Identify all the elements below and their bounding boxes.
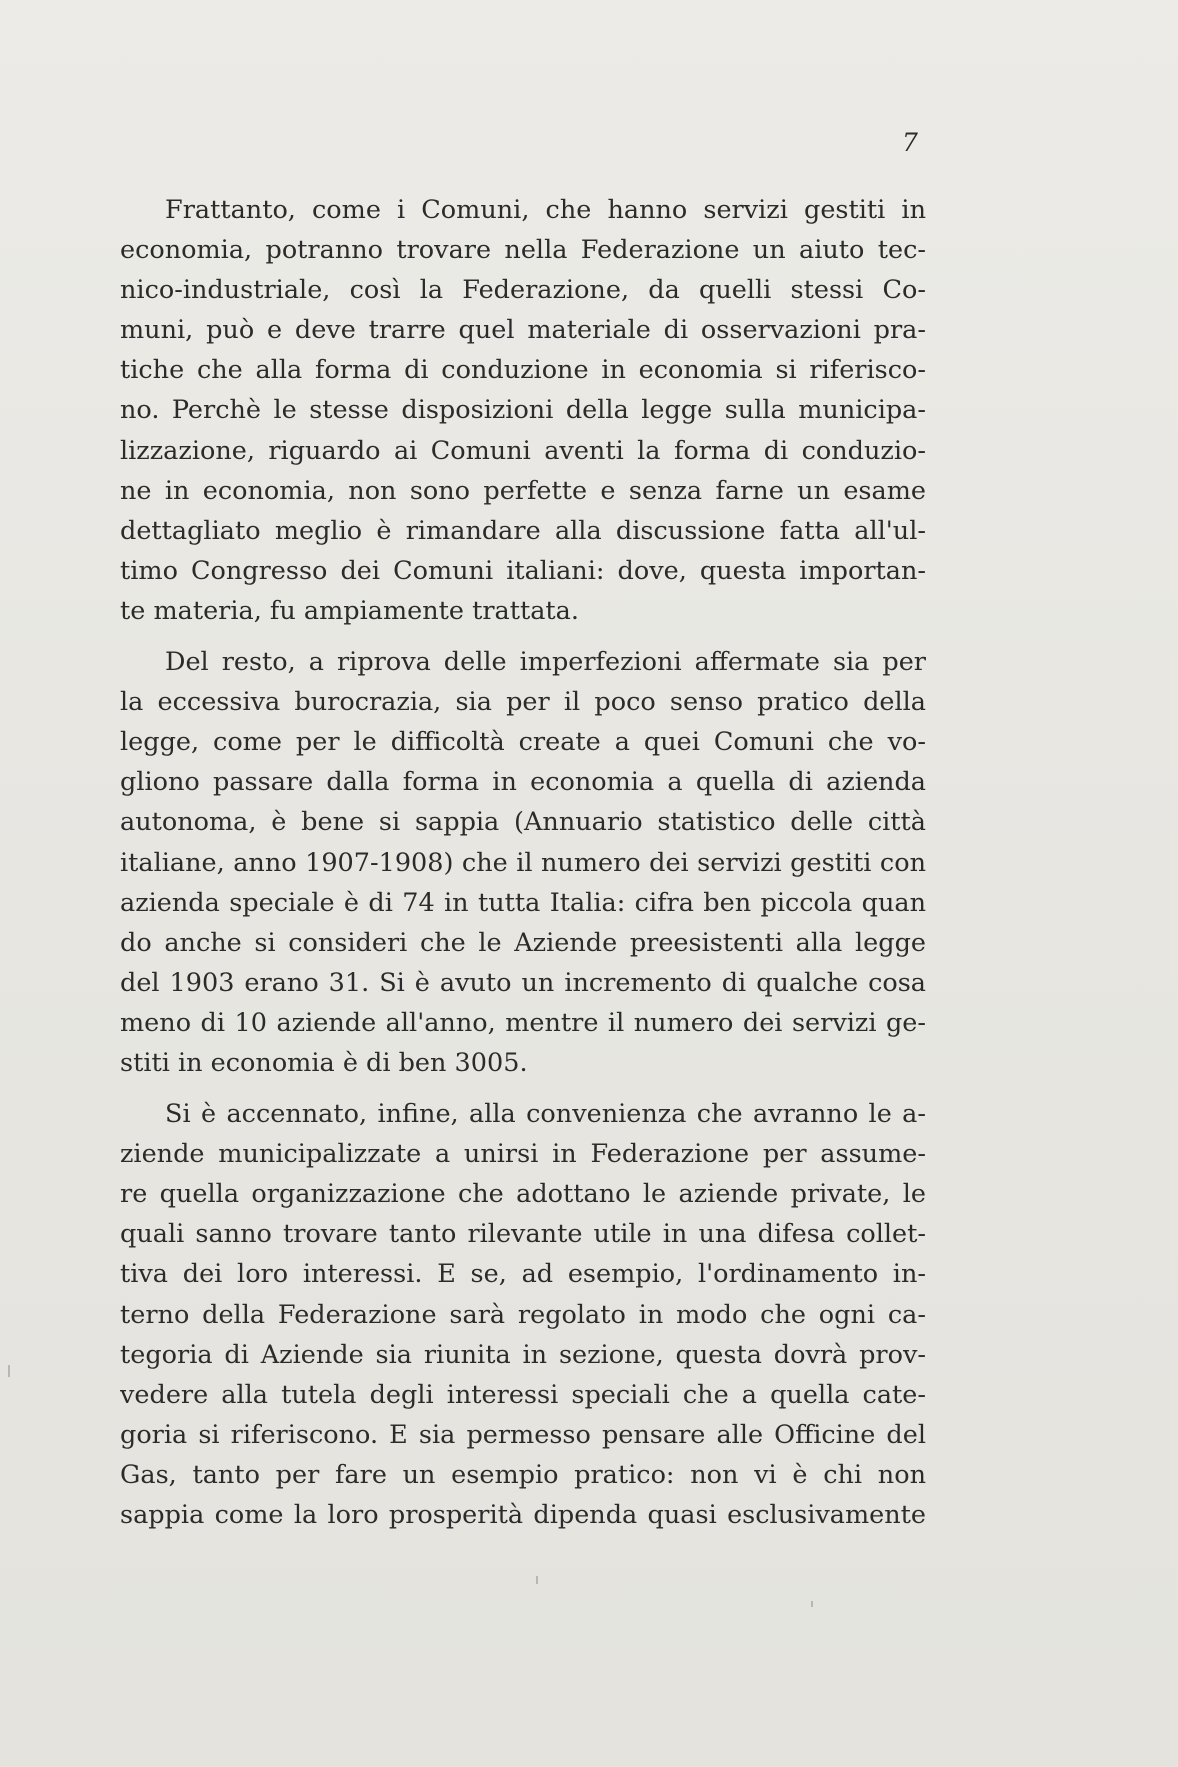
text-line: lizzazione, riguardo ai Comuni aventi la forma di conduzio- — [120, 435, 926, 466]
text-line: muni, può e deve trarre quel materiale di osservazioni pra- — [120, 315, 926, 346]
text-line: goria si riferiscono. E sia permesso pensare alle Officine del — [120, 1419, 926, 1450]
text-line: ne in economia, non sono perfette e senza farne un esame — [120, 475, 926, 506]
text-line: ziende municipalizzate a unirsi in Federazione per assume- — [120, 1139, 926, 1170]
text-line: quali sanno trovare tanto rilevante utile in una difesa collet- — [120, 1219, 926, 1250]
text-line: nico-industriale, così la Federazione, da quelli stessi Co- — [120, 275, 926, 306]
text-line: economia, potranno trovare nella Federazione un aiuto tec- — [120, 235, 926, 266]
text-line: sappia come la loro prosperità dipenda quasi esclusivamente — [120, 1500, 926, 1530]
text-line: vedere alla tutela degli interessi speciali che a quella cate- — [120, 1379, 926, 1410]
text-line: del 1903 erano 31. Si è avuto un incremento di qualche cosa — [120, 967, 926, 998]
text-line: Si è accennato, infine, alla convenienza che avranno le a- — [165, 1099, 926, 1130]
text-line: autonoma, è bene si sappia (Annuario statistico delle città — [120, 807, 926, 838]
paragraph-gap — [120, 631, 926, 642]
paper-speck — [811, 1601, 813, 1607]
text-line: italiane, anno 1907-1908) che il numero dei servizi gestiti con — [120, 847, 926, 878]
text-line: terno della Federazione sarà regolato in modo che ogni ca- — [120, 1299, 926, 1330]
text-line: timo Congresso dei Comuni italiani: dove, questa importan- — [120, 555, 926, 586]
text-line: azienda speciale è di 74 in tutta Italia: cifra ben piccola quan — [120, 887, 926, 918]
text-line: la eccessiva burocrazia, sia per il poco senso pratico della — [120, 687, 926, 718]
text-line: tiva dei loro interessi. E se, ad esempio, l'ordinamento in- — [120, 1259, 926, 1290]
text-line: Del resto, a riprova delle imperfezioni affermate sia per — [165, 647, 926, 678]
text-line: gliono passare dalla forma in economia a quella di azienda — [120, 767, 926, 798]
text-line: te materia, fu ampiamente trattata. — [120, 595, 579, 626]
text-line: legge, come per le difficoltà create a quei Comuni che vo- — [120, 727, 926, 758]
paper-speck — [536, 1576, 538, 1584]
text-line: Gas, tanto per fare un esempio pratico: non vi è chi non — [120, 1459, 926, 1490]
text-line: meno di 10 aziende all'anno, mentre il numero dei servizi ge- — [120, 1007, 926, 1038]
text-line: tegoria di Aziende sia riunita in sezione, questa dovrà prov- — [120, 1339, 926, 1370]
text-line: do anche si consideri che le Aziende preesistenti alla legge — [120, 927, 926, 958]
text-line: no. Perchè le stesse disposizioni della legge sulla municipa- — [120, 395, 926, 426]
paragraph-gap — [120, 1083, 926, 1094]
text-line: stiti in economia è di ben 3005. — [120, 1047, 528, 1078]
text-line: Frattanto, come i Comuni, che hanno servizi gestiti in — [165, 195, 926, 225]
text-line: tiche che alla forma di conduzione in economia si riferisco- — [120, 355, 926, 386]
page-number: 7 — [902, 128, 918, 157]
body-text — [120, 190, 926, 1535]
text-line: dettagliato meglio è rimandare alla discussione fatta all'ul- — [120, 515, 926, 546]
text-line: re quella organizzazione che adottano le aziende private, le — [120, 1179, 926, 1210]
paper-speck — [8, 1365, 10, 1377]
